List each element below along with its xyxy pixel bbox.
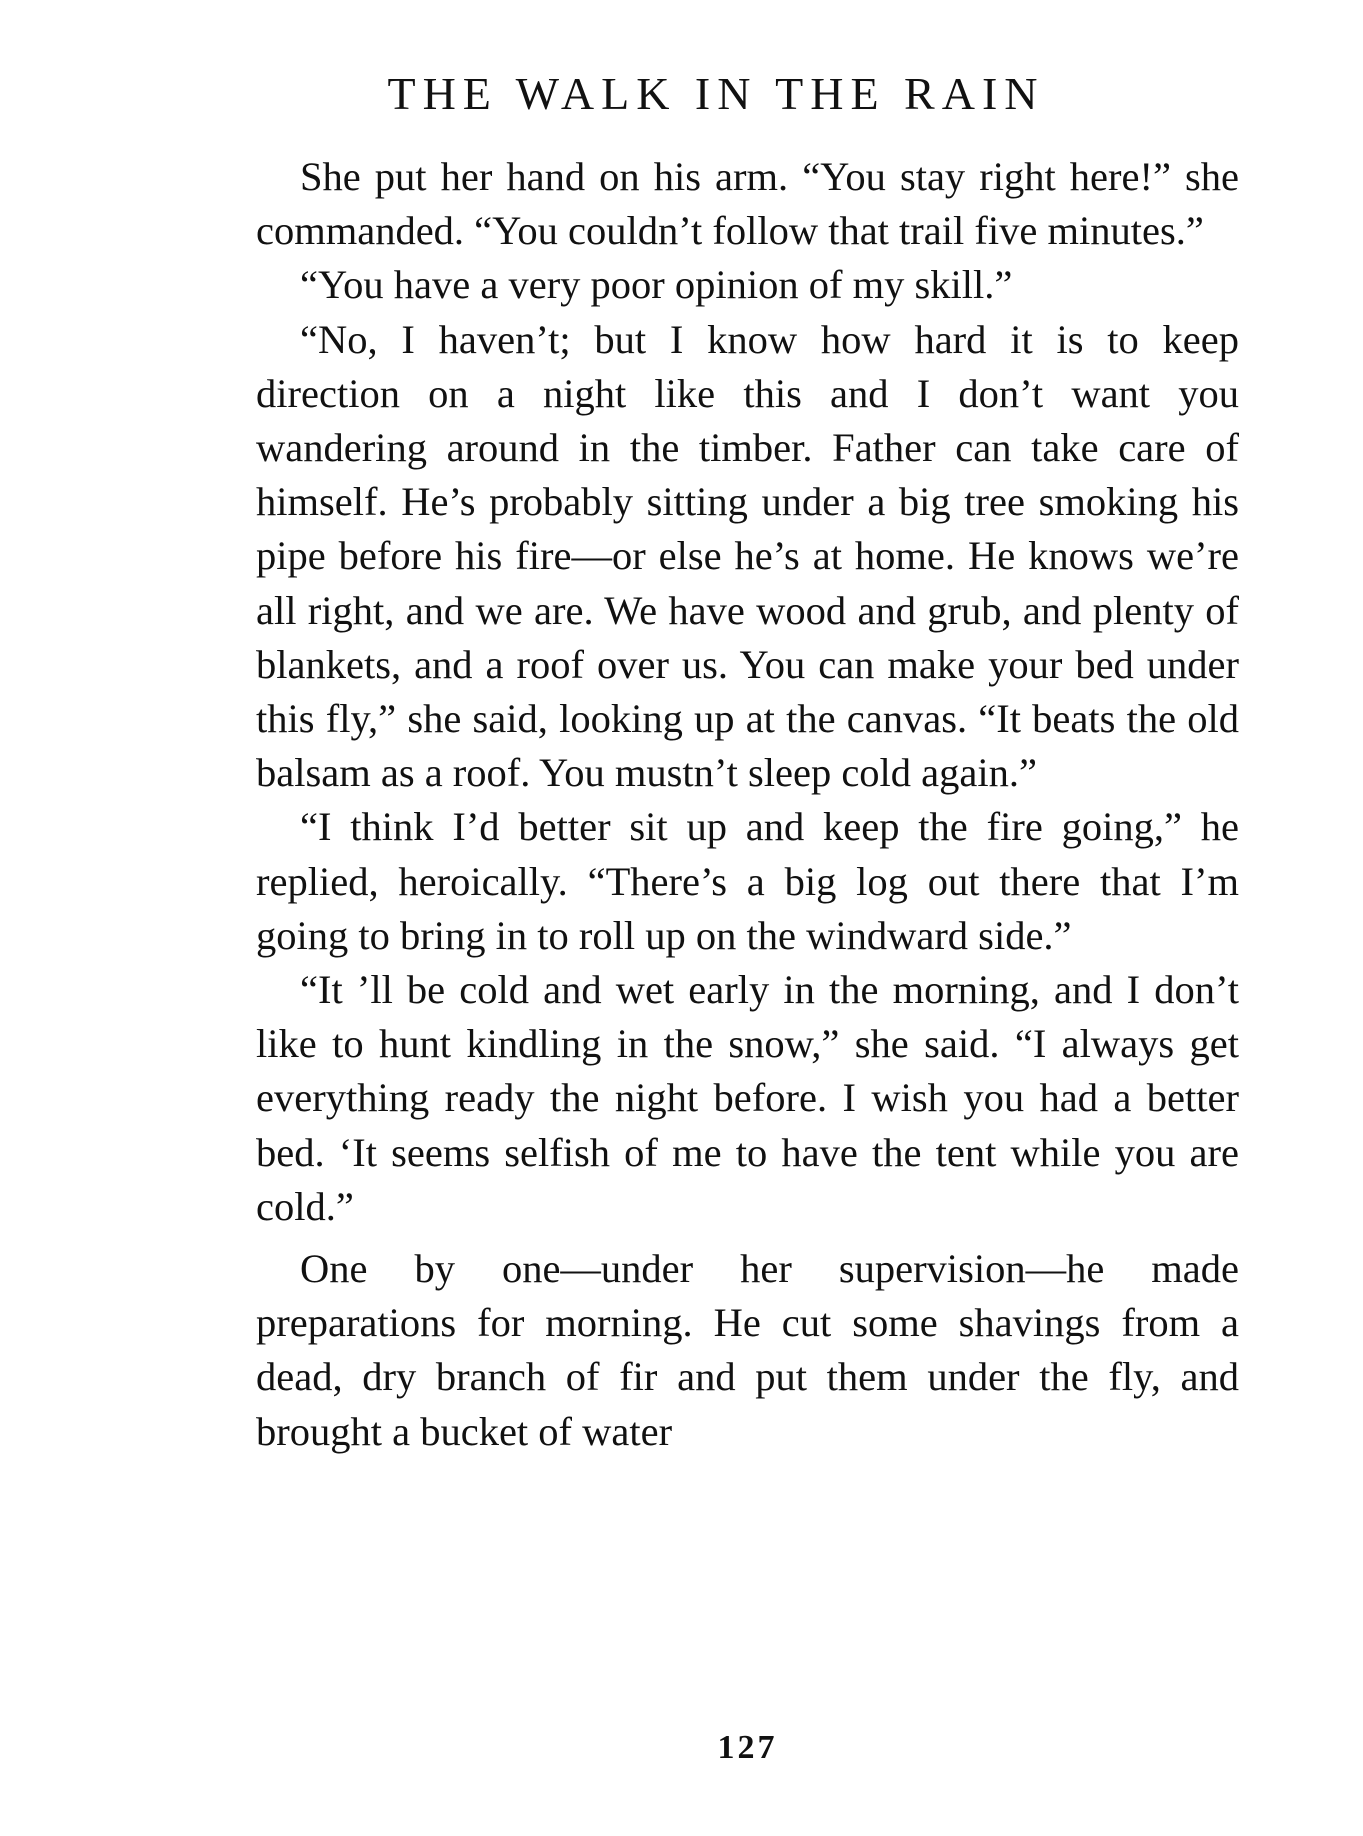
paragraph: She put her hand on his arm. “You stay right here!” she commanded. “You couldn’t follow that trail five minutes.” — [256, 154, 1239, 254]
paragraph: “It ’ll be cold and wet early in the morning, and I don’t like to hunt kindling in the snow,” she said. “I always get everything ready the night before. I wish you had a better bed. ‘It seems selfish of me to have the tent while you are cold.” — [256, 967, 1239, 1229]
paragraph: “No, I haven’t; but I know how hard it is to keep direction on a night like this and I don’t want you wandering around in the timber. Father can take care of himself. He’s probably sitting under a big tree smoking his pipe before his fire—or else he’s at home. He knows we’re all right, and we are. We have wood and grub, and plenty of blankets, and a roof over us. You can make your bed under this fly,” she said, looking up at the canvas. “It beats the old balsam as a roof. You mustn’t sleep cold again.” — [256, 316, 1239, 796]
body-text — [256, 150, 1239, 1459]
page-number: 127 — [717, 1729, 778, 1766]
paragraph: “I think I’d better sit up and keep the fire going,” he replied, heroically. “There’s a big log out there that I’m going to bring in to roll up on the windward side.” — [256, 804, 1239, 958]
paragraph: One by one—under her supervision—he made preparations for morning. He cut some shavings from a dead, dry branch of fir and put them under the fly, and brought a bucket of water — [256, 1246, 1239, 1454]
paragraph: “You have a very poor opinion of my skill.” — [300, 262, 1013, 308]
running-title: THE WALK IN THE RAIN — [387, 68, 1045, 119]
